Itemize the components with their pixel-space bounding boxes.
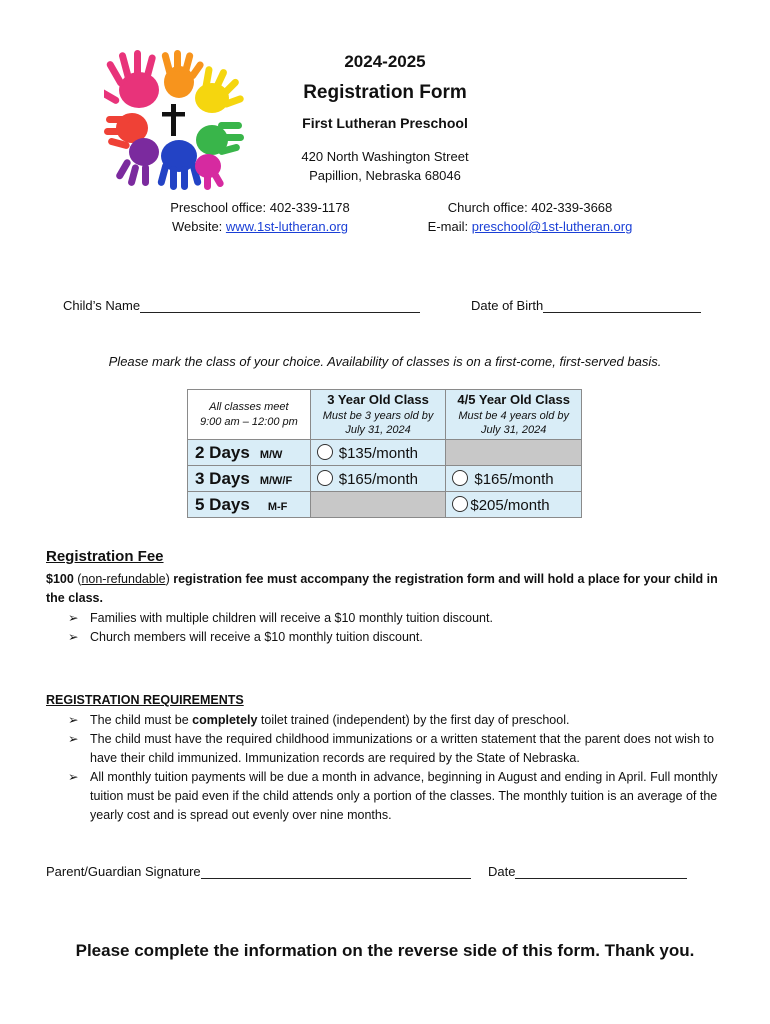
requirements-list <box>68 711 730 825</box>
radio-button[interactable] <box>452 496 468 512</box>
row-days <box>188 466 311 492</box>
four-five-year-requirement: Must be 4 years old by July 31, 2024 <box>458 410 570 436</box>
req-emphasis: completely <box>192 713 258 727</box>
signature-line[interactable] <box>201 866 471 879</box>
list-item-text: Families with multiple children will receive a $10 monthly tuition discount. <box>90 611 493 625</box>
note-line-1: All classes meet <box>209 400 289 413</box>
signature-date-field[interactable] <box>488 864 687 879</box>
non-refundable: non-refundable <box>81 572 166 586</box>
table-row <box>188 440 582 466</box>
price-label: $135/month <box>338 444 418 462</box>
row-days <box>188 492 311 518</box>
date-line[interactable] <box>515 866 687 879</box>
option-3day-4yr[interactable] <box>446 466 582 492</box>
registration-fee-heading: Registration Fee <box>46 548 164 565</box>
child-name-field[interactable] <box>63 298 420 313</box>
dob-field[interactable] <box>471 298 701 313</box>
arrow-bullet-icon: ➢ <box>68 713 79 727</box>
table-header-row <box>188 390 582 440</box>
three-year-class-header <box>310 390 446 440</box>
footer-note: Please complete the information on the reverse side of this form. Thank you. <box>75 941 695 960</box>
arrow-bullet-icon: ➢ <box>68 611 79 625</box>
list-item <box>68 609 748 628</box>
dob-line[interactable] <box>543 300 701 313</box>
school-year: 2024-2025 <box>344 52 426 71</box>
dob-label: Date of Birth <box>471 298 544 313</box>
price-label: $165/month <box>474 470 554 488</box>
email-line <box>390 219 670 234</box>
address-line-1: 420 North Washington Street <box>301 149 469 164</box>
note-line-2: 9:00 am – 12:00 pm <box>199 415 298 428</box>
guardian-signature-field[interactable] <box>46 864 471 879</box>
website-label: Website: <box>171 219 226 234</box>
days-code: M/W/F <box>259 474 293 487</box>
child-name-label: Child’s Name <box>63 298 141 313</box>
list-item <box>68 768 730 825</box>
preschool-office-phone: Preschool office: 402-339-1178 <box>170 200 350 215</box>
form-title: Registration Form <box>303 82 467 103</box>
option-5day-4yr[interactable] <box>446 492 582 518</box>
list-item <box>68 711 730 730</box>
arrow-bullet-icon: ➢ <box>68 732 79 746</box>
fee-description: registration fee must accompany the registration form and will hold a place for your child in the class. <box>46 572 718 605</box>
req-text: toilet trained (independent) by the first day of preschool. <box>257 713 570 727</box>
price-label: $165/month <box>338 470 418 488</box>
days-label: 5 Days <box>195 494 250 514</box>
school-name: First Lutheran Preschool <box>302 115 468 131</box>
price-label: $205/month <box>470 496 550 514</box>
days-code: M-F <box>267 500 288 513</box>
class-instruction: Please mark the class of your choice. Availability of classes is on a first-come, first-served basis. <box>108 354 662 369</box>
church-office-phone: Church office: 402-339-3668 <box>447 200 613 215</box>
arrow-bullet-icon: ➢ <box>68 770 79 784</box>
unavailable-cell <box>446 440 582 466</box>
fee-amount: $100 <box>46 572 74 586</box>
registration-fee-text <box>46 570 736 608</box>
table-row <box>188 492 582 518</box>
req-text: All monthly tuition payments will be due a month in advance, beginning in August and ending in April. Full monthly tuition must be paid even if the child attends only a portion of the classes. The monthly tuition is an average of the yearly cost and is spread out evenly over nine months. <box>90 770 718 822</box>
days-code: M/W <box>259 448 283 461</box>
address-line-2: Papillion, Nebraska 68046 <box>309 168 461 183</box>
list-item <box>68 730 730 768</box>
requirements-heading: REGISTRATION REQUIREMENTS <box>46 693 244 707</box>
req-text: The child must be <box>90 713 193 727</box>
website-line <box>130 219 390 234</box>
four-five-year-title: 4/5 Year Old Class <box>457 392 570 407</box>
days-label: 2 Days <box>195 442 250 462</box>
date-label: Date <box>488 864 516 879</box>
three-year-title: 3 Year Old Class <box>327 392 429 407</box>
paren-close: ) <box>165 572 170 586</box>
fee-discount-list <box>68 609 748 647</box>
radio-button[interactable] <box>317 470 333 486</box>
list-item-text: Church members will receive a $10 monthly tuition discount. <box>90 630 423 644</box>
row-days <box>188 440 311 466</box>
class-time-note <box>188 390 311 440</box>
option-3day-3yr[interactable] <box>310 466 446 492</box>
signature-label: Parent/Guardian Signature <box>46 864 201 879</box>
radio-button[interactable] <box>317 444 333 460</box>
email-link[interactable]: preschool@1st-lutheran.org <box>471 219 633 234</box>
child-name-line[interactable] <box>140 300 420 313</box>
arrow-bullet-icon: ➢ <box>68 630 79 644</box>
website-link[interactable]: www.1st-lutheran.org <box>225 219 349 234</box>
three-year-requirement: Must be 3 years old by July 31, 2024 <box>322 410 434 436</box>
unavailable-cell <box>310 492 446 518</box>
class-selection-table <box>187 389 582 518</box>
list-item <box>68 628 748 647</box>
days-label: 3 Days <box>195 468 250 488</box>
email-label: E-mail: <box>427 219 472 234</box>
paren-open: ( <box>73 572 82 586</box>
option-2day-3yr[interactable] <box>310 440 446 466</box>
four-five-year-class-header <box>446 390 582 440</box>
table-row <box>188 466 582 492</box>
radio-button[interactable] <box>452 470 468 486</box>
req-text: The child must have the required childhood immunizations or a written statement that the parent does not wish to have their child immunized. Immunization records are required by the State of Nebraska. <box>90 732 714 765</box>
